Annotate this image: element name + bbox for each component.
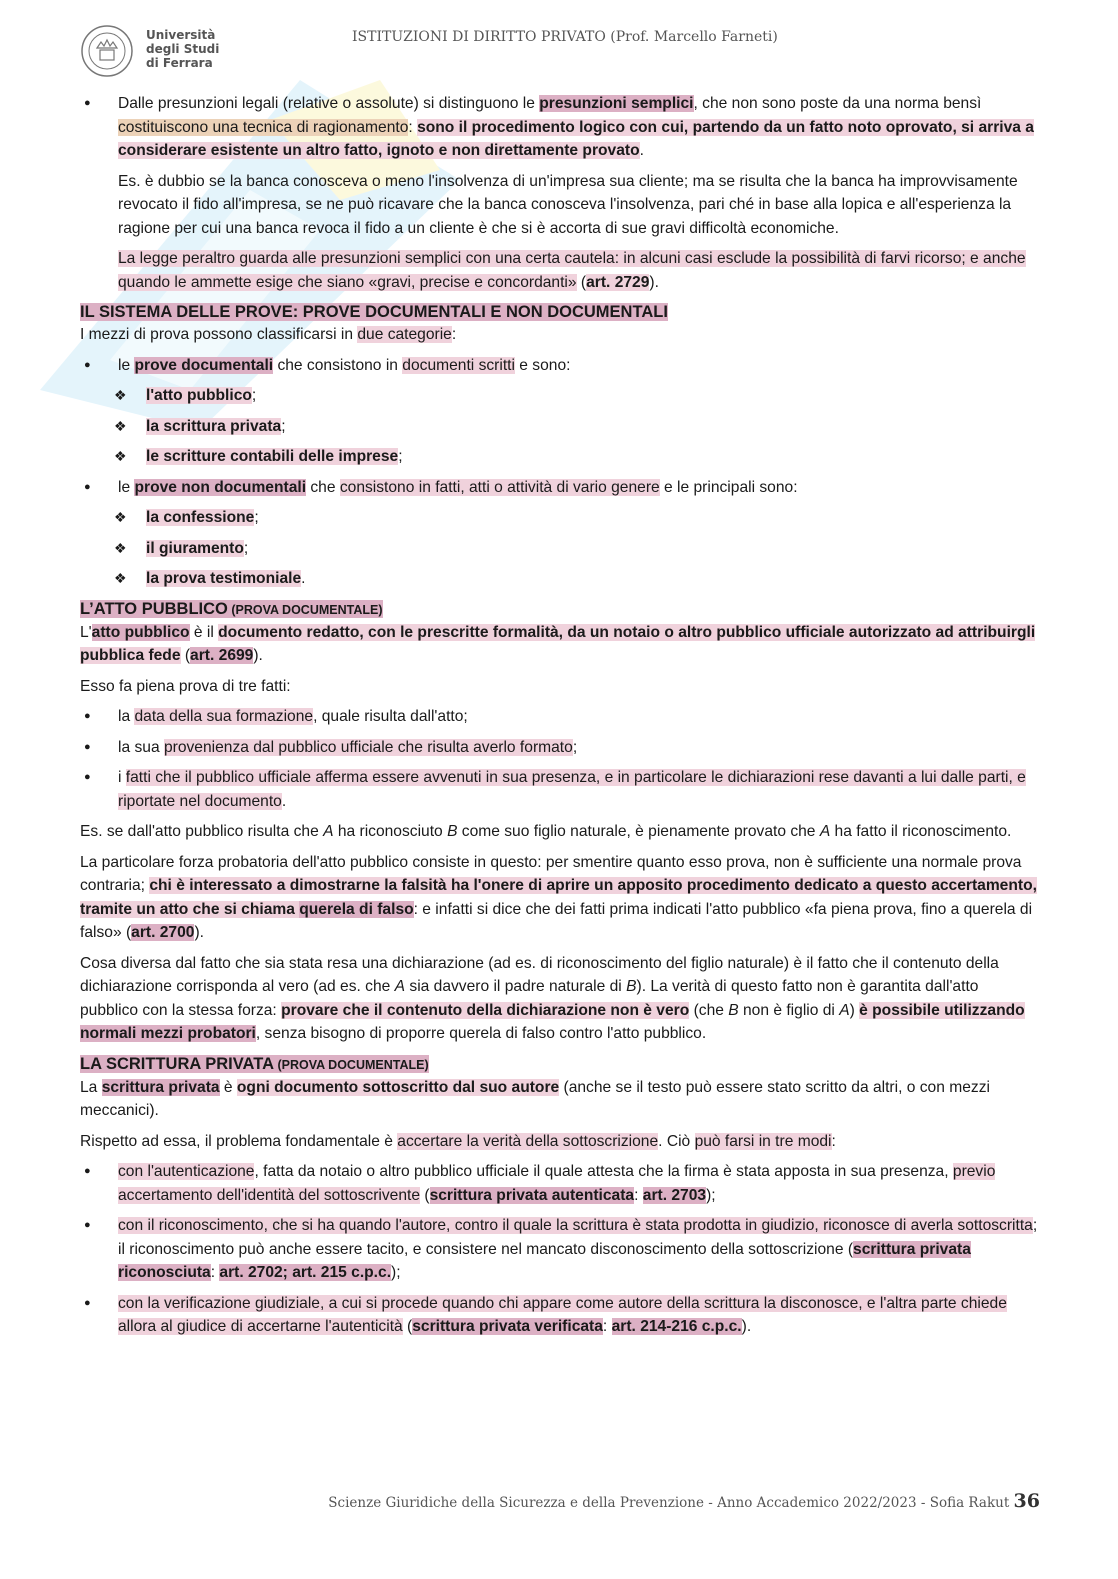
highlight-term: la confessione bbox=[146, 509, 255, 526]
paragraph-definizione-atto-pubblico bbox=[80, 621, 1040, 668]
article-ref: art. 2702; art. 215 c.p.c. bbox=[219, 1264, 392, 1281]
highlight-term: scrittura privata riconosciuta bbox=[118, 1240, 971, 1281]
text: : bbox=[634, 1186, 643, 1204]
highlight-text: in alcuni casi esclude la possibilità di farvi ricorso; e anche quando le ammette esige che siano «gravi, precise e concordanti» bbox=[118, 250, 1026, 291]
bullet-provenienza bbox=[80, 736, 1040, 760]
example-riconoscimento bbox=[80, 820, 1040, 844]
subitem-atto-pubblico bbox=[80, 384, 1040, 408]
highlight-term: prove non documentali bbox=[134, 478, 307, 496]
highlight-term: scrittura privata autenticata bbox=[429, 1186, 635, 1204]
highlight-text: previo accertamento dell'identità del sottoscrivente bbox=[118, 1163, 996, 1204]
subitem-scrittura-privata bbox=[80, 415, 1040, 439]
highlight-definition: ogni documento sottoscritto dal suo autore bbox=[236, 1078, 560, 1096]
text: . bbox=[639, 142, 644, 159]
text: la bbox=[118, 708, 135, 725]
heading-text: L’ATTO PUBBLICO bbox=[80, 599, 228, 618]
highlight-term: la prova testimoniale bbox=[146, 570, 302, 587]
highlight-term: l'atto pubblico bbox=[146, 387, 252, 404]
text: ); bbox=[391, 1264, 401, 1281]
bullet-prove-documentali bbox=[80, 354, 1040, 378]
page-header bbox=[80, 24, 1040, 80]
highlight-term: scrittura privata bbox=[101, 1078, 220, 1096]
highlight-term: le scritture contabili delle imprese bbox=[146, 448, 399, 465]
paragraph-tre-fatti: Esso fa piena prova di tre fatti: bbox=[80, 677, 291, 695]
text: ; bbox=[281, 417, 286, 435]
variable: B bbox=[728, 1001, 739, 1019]
text: (anche se il testo può essere stato scritto da altri, o con mezzi meccanici). bbox=[80, 1078, 990, 1119]
text: Cosa diversa dal fatto che sia stata resa una dichiarazione (ad es. di riconoscimento del figlio naturale) è il fatto che il contenuto della dichiarazione corrisponda al vero (ad es. che bbox=[80, 954, 999, 995]
document-body bbox=[80, 92, 1040, 1346]
text: ; bbox=[243, 539, 249, 557]
highlight-text: costituiscono una tecnica di ragionamento bbox=[118, 118, 409, 136]
university-line-1: Università bbox=[146, 28, 216, 42]
text: I mezzi di prova possono classificarsi in bbox=[80, 326, 358, 343]
text: : bbox=[831, 1132, 836, 1150]
paragraph-verita-sottoscrizione bbox=[80, 1130, 1040, 1154]
variable: A bbox=[323, 823, 334, 840]
highlight-text: può farsi in tre modi bbox=[694, 1132, 832, 1150]
heading-subtext: (PROVA DOCUMENTALE) bbox=[227, 602, 383, 617]
text: la sua bbox=[118, 738, 164, 756]
bullet-presunzioni-semplici bbox=[80, 92, 1040, 163]
text: ( bbox=[420, 1186, 430, 1204]
text: L' bbox=[80, 623, 92, 641]
text: e sono: bbox=[514, 356, 571, 374]
text: La bbox=[80, 1078, 102, 1096]
text: Dalle presunzioni legali (relative o assolute) si distinguono le bbox=[118, 95, 540, 112]
subitem-scritture-contabili bbox=[80, 445, 1040, 469]
highlight-term: presunzioni semplici bbox=[539, 95, 694, 112]
highlight-text: La legge peraltro guarda alle presunzioni semplici con una certa cautela: bbox=[118, 250, 624, 267]
variable: A bbox=[394, 978, 406, 995]
highlight-term: querela di falso bbox=[299, 900, 414, 918]
university-line-2: degli Studi bbox=[146, 42, 220, 56]
paragraph-cautela bbox=[80, 247, 1040, 294]
highlight-text: due categorie bbox=[357, 326, 452, 343]
course-title: ISTITUZIONI DI DIRITTO PRIVATO (Prof. Marcello Farneti) bbox=[352, 29, 778, 45]
highlight-definition: sono il procedimento logico con cui, partendo da un fatto noto oprovato, si arriva a considerare esistente un altro fatto, ignoto e non direttamente provato bbox=[118, 118, 1034, 159]
text: : e infatti si dice che dei fatti prima indicati l'atto pubblico «fa piena prova, fino a querela di falso» ( bbox=[80, 900, 1033, 941]
highlight-text: con il riconoscimento, che si ha quando l'autore, contro il quale la scrittura è stata prodotta in giudizio, riconosce di averla sottoscritta bbox=[118, 1217, 1033, 1234]
highlight-definition: provare che il contenuto della dichiarazione non è vero bbox=[281, 1001, 690, 1019]
bullet-fatti-presenza bbox=[80, 766, 1040, 813]
highlight-definition: chi è interessato a dimostrarne la falsità ha l'onere di aprire un apposito procedimento dedicato a questo accertamento, tramite un atto che si chiama bbox=[80, 877, 1037, 918]
text: ; il riconoscimento può anche essere tacito, e consistere nel mancato disconoscimento della sottoscrizione ( bbox=[118, 1217, 1038, 1258]
text: ( bbox=[402, 1318, 413, 1335]
text: ; bbox=[254, 509, 259, 526]
highlight-term: normali mezzi probatori bbox=[80, 1025, 256, 1042]
subitem-prova-testimoniale bbox=[80, 567, 1040, 591]
text: . bbox=[281, 792, 287, 810]
bullet-data-formazione bbox=[80, 705, 1040, 729]
article-ref: art. 214-216 c.p.c. bbox=[611, 1318, 742, 1335]
text: ). La verità di questo fatto non è garantita dall'atto pubblico con la stessa forza: bbox=[80, 978, 979, 1019]
text: , che non sono poste da una norma bensì bbox=[693, 95, 982, 112]
bullet-prove-non-documentali bbox=[80, 476, 1040, 500]
paragraph-definizione-scrittura-privata bbox=[80, 1076, 1040, 1123]
variable: B bbox=[447, 823, 458, 840]
text: ). bbox=[194, 924, 204, 941]
text: : bbox=[602, 1318, 612, 1335]
university-name bbox=[146, 28, 219, 70]
text: che bbox=[306, 478, 340, 496]
highlight-term: prove documentali bbox=[134, 356, 274, 374]
text: sia davvero il padre naturale di bbox=[405, 978, 627, 995]
text: ( bbox=[180, 647, 191, 664]
highlight-term: atto pubblico bbox=[91, 623, 190, 641]
text: ) bbox=[849, 1001, 860, 1019]
highlight-definition: è possibile utilizzando bbox=[859, 1001, 1025, 1019]
highlight-term: il giuramento bbox=[146, 539, 244, 557]
highlight-text: con l'autenticazione bbox=[118, 1163, 255, 1180]
page-footer bbox=[328, 1490, 1040, 1512]
text: e le principali sono: bbox=[659, 478, 798, 496]
section-heading-atto-pubblico bbox=[80, 598, 1040, 621]
text: : bbox=[210, 1264, 220, 1281]
bullet-autenticazione bbox=[80, 1160, 1040, 1207]
paragraph-forza-probatoria bbox=[80, 851, 1040, 945]
highlight-term: scrittura privata verificata bbox=[412, 1318, 603, 1335]
text: Rispetto ad essa, il problema fondamentale è bbox=[80, 1132, 398, 1150]
article-ref: art. 2729 bbox=[586, 273, 650, 291]
highlight-term: la scrittura privata bbox=[146, 417, 282, 435]
text: : bbox=[408, 118, 418, 136]
section-heading-sistema-prove bbox=[80, 301, 1040, 323]
text: è bbox=[219, 1078, 237, 1096]
text: , fatta da notaio o altro pubblico ufficiale il quale attesta che la firma è stata apposta in sua presenza, bbox=[254, 1163, 953, 1180]
highlight-text: provenienza dal pubblico ufficiale che risulta averlo formato bbox=[163, 738, 573, 756]
text: (che bbox=[689, 1001, 729, 1019]
text: , quale risulta dall'atto; bbox=[313, 708, 468, 725]
page-number: 36 bbox=[1013, 1490, 1040, 1512]
variable: A bbox=[819, 823, 831, 840]
text: è il bbox=[189, 623, 219, 641]
footer-text: Scienze Giuridiche della Sicurezza e della Prevenzione - Anno Accademico 2022/2023 - Sofia Rakut bbox=[328, 1495, 1014, 1511]
university-line-3: di Ferrara bbox=[146, 56, 213, 70]
highlight-text: accertare la verità della sottoscrizione bbox=[397, 1132, 659, 1150]
text: ); bbox=[706, 1186, 716, 1204]
bullet-verificazione bbox=[80, 1292, 1040, 1339]
section-heading-scrittura-privata bbox=[80, 1053, 1040, 1076]
variable: A bbox=[839, 1001, 850, 1019]
text: . Ciò bbox=[658, 1132, 695, 1150]
paragraph-mezzi-prova bbox=[80, 323, 1040, 347]
subitem-giuramento bbox=[80, 537, 1040, 561]
subitem-confessione bbox=[80, 506, 1040, 530]
text: La particolare forza probatoria dell'atto pubblico consiste in questo: per smentire quanto esso prova, non è sufficiente una normale prova contraria; bbox=[80, 853, 1022, 894]
text: . bbox=[301, 570, 306, 587]
text: Es. se dall'atto pubblico risulta che bbox=[80, 823, 324, 840]
variable: B bbox=[626, 978, 637, 995]
text: ; bbox=[398, 448, 403, 465]
paragraph-contenuto-dichiarazione bbox=[80, 952, 1040, 1046]
text: ). bbox=[741, 1318, 752, 1335]
text: ha riconosciuto bbox=[333, 823, 448, 840]
highlight-text: documenti scritti bbox=[402, 356, 515, 374]
text: che consistono in bbox=[273, 356, 403, 374]
text: ha fatto il riconoscimento. bbox=[830, 823, 1012, 840]
highlight-text: consistono in fatti, atti o attività di vario genere bbox=[339, 478, 660, 496]
university-seal-icon bbox=[80, 24, 134, 78]
highlight-text: con la verificazione giudiziale, a cui si procede quando chi appare come autore della scrittura la disconosce, e l'altra parte chiede allora al giudice di accertarne l'autenticità bbox=[118, 1294, 1007, 1335]
heading-subtext: (PROVA DOCUMENTALE) bbox=[274, 1057, 429, 1072]
text: le bbox=[118, 478, 135, 496]
text: ; bbox=[251, 387, 257, 404]
article-ref: art. 2703 bbox=[642, 1186, 707, 1204]
text: ( bbox=[576, 273, 587, 291]
text: : bbox=[451, 326, 457, 343]
text: le bbox=[118, 356, 135, 374]
text: ). bbox=[649, 273, 659, 291]
text: come suo figlio naturale, è pienamente provato che bbox=[457, 823, 820, 840]
highlight-text: fatti che il pubblico ufficiale afferma essere avvenuti in sua presenza, e in particolare le dichiarazioni rese davanti a lui dalle parti, e riportate nel documento bbox=[118, 769, 1026, 810]
text: ). bbox=[253, 647, 263, 664]
text: i bbox=[118, 769, 126, 786]
heading-text: LA SCRITTURA PRIVATA bbox=[80, 1054, 275, 1073]
text: non è figlio di bbox=[738, 1001, 840, 1019]
example-paragraph: Es. è dubbio se la banca conosceva o meno l'insolvenza di un'impresa sua cliente; ma se risulta che la banca ha improvvisamente revocato il fido all'impresa, se ne può ricavare che la banca conosceva l'insolvenza, pari ché in base alla lopica e all'esperienza la ragione per cui una banca revoca il fido a un cliente è che si è accorta di sue gravi difficoltà economiche. bbox=[118, 172, 1018, 237]
text: ; bbox=[572, 738, 578, 756]
highlight-definition: documento redatto, con le prescritte formalità, da un notaio o altro pubblico ufficiale autorizzato ad attribuirgli pubblica fede bbox=[80, 623, 1036, 664]
text: , senza bisogno di proporre querela di falso contro l'atto pubblico. bbox=[255, 1025, 707, 1042]
bullet-riconoscimento bbox=[80, 1214, 1040, 1285]
highlight-text: data della sua formazione bbox=[134, 708, 314, 725]
article-ref: art. 2700 bbox=[131, 924, 195, 941]
article-ref: art. 2699 bbox=[190, 647, 254, 664]
heading-text: IL SISTEMA DELLE PROVE: PROVE DOCUMENTALI E NON DOCUMENTALI bbox=[80, 303, 668, 321]
